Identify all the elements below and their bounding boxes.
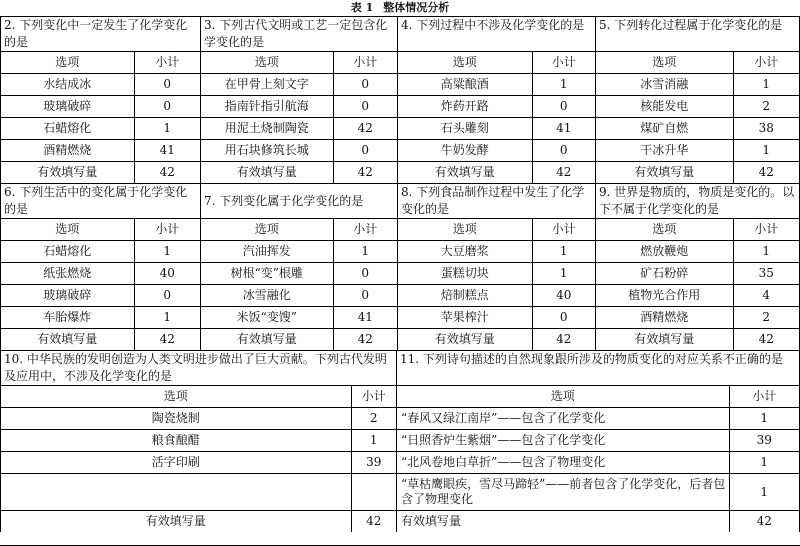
table-row	[596, 140, 799, 162]
table-row	[1, 307, 200, 329]
valid-count: 42	[333, 329, 397, 351]
valid-label: 有效填写量	[397, 511, 729, 533]
table-row	[1, 118, 200, 140]
subtotal-header: 小计	[532, 219, 595, 241]
table-header-row	[1, 219, 200, 241]
table-header-row	[1, 386, 396, 408]
question-block	[396, 351, 800, 532]
valid-total-row	[1, 329, 200, 351]
option-cell: 石蜡熔化	[1, 118, 134, 140]
option-cell: 大豆磨浆	[398, 241, 532, 263]
count-cell: 1	[351, 430, 396, 452]
table-row	[398, 140, 595, 162]
table-row	[1, 96, 200, 118]
valid-total-row	[201, 329, 397, 351]
option-cell: 石蜡熔化	[1, 241, 134, 263]
table-row	[596, 74, 799, 96]
count-cell: 1	[134, 118, 200, 140]
subtotal-header: 小计	[733, 219, 799, 241]
option-cell: “北风卷地白草折”——包含了物理变化	[397, 452, 729, 474]
subtotal-header: 小计	[134, 52, 200, 74]
option-cell: 酒精燃烧	[596, 307, 733, 329]
count-cell: 40	[532, 285, 595, 307]
count-cell: 4	[733, 285, 799, 307]
question-text: 6. 下列生活中的变化属于化学变化的是	[4, 185, 188, 216]
answer-table	[201, 218, 397, 350]
count-cell: 1	[532, 74, 595, 96]
option-cell: 干冰升华	[596, 140, 733, 162]
valid-label: 有效填写量	[201, 162, 333, 184]
question-text: 5. 下列转化过程属于化学变化的是	[599, 18, 783, 32]
table-row	[201, 118, 397, 140]
table-header-row	[201, 219, 397, 241]
table-row	[596, 118, 799, 140]
table-row	[201, 285, 397, 307]
valid-count: 42	[532, 162, 595, 184]
option-cell: 煤矿自燃	[596, 118, 733, 140]
answer-table	[397, 385, 799, 532]
table-header-row	[1, 52, 200, 74]
option-cell: “日照香炉生紫烟”——包含了化学变化	[397, 430, 729, 452]
count-cell: 2	[733, 307, 799, 329]
question-block	[595, 17, 800, 183]
table-header-row	[398, 219, 595, 241]
question-text: 2. 下列变化中一定发生了化学变化的是	[4, 18, 188, 49]
question-row-1	[0, 16, 800, 183]
valid-count: 42	[729, 511, 799, 533]
table-row	[201, 96, 397, 118]
empty-cell	[1, 474, 351, 511]
table-number: 表 1	[350, 1, 374, 14]
question-block	[200, 184, 397, 350]
table-row	[398, 118, 595, 140]
question-block	[0, 17, 200, 183]
count-cell: 41	[134, 140, 200, 162]
valid-count: 42	[733, 162, 799, 184]
count-cell: 1	[532, 241, 595, 263]
table-row	[398, 307, 595, 329]
question-text: 4. 下列过程中不涉及化学变化的是	[401, 18, 585, 32]
count-cell: 0	[333, 96, 397, 118]
answer-table	[201, 51, 397, 183]
table-row	[1, 452, 396, 474]
table-row	[1, 74, 200, 96]
answer-table	[596, 51, 799, 183]
option-cell: 用石块修筑长城	[201, 140, 333, 162]
table-caption	[0, 0, 800, 16]
option-cell: 冰雪消融	[596, 74, 733, 96]
subtotal-header: 小计	[333, 219, 397, 241]
option-header: 选项	[201, 52, 333, 74]
option-header: 选项	[398, 52, 532, 74]
valid-total-row	[397, 511, 799, 533]
valid-label: 有效填写量	[596, 162, 733, 184]
question-text: 11. 下列诗句描述的自然现象跟所涉及的物质变化的对应关系不正确的是	[400, 352, 783, 366]
valid-count: 42	[333, 162, 397, 184]
table-row	[596, 285, 799, 307]
table-row	[1, 430, 396, 452]
answer-table	[596, 218, 799, 350]
option-cell: 车胎爆炸	[1, 307, 134, 329]
count-cell: 1	[729, 474, 799, 511]
question-row-2	[0, 183, 800, 350]
table-row	[596, 96, 799, 118]
count-cell: 41	[333, 307, 397, 329]
count-cell: 0	[333, 285, 397, 307]
option-cell: 焙制糕点	[398, 285, 532, 307]
valid-label: 有效填写量	[1, 329, 134, 351]
table-row	[596, 263, 799, 285]
table-header-row	[596, 52, 799, 74]
table-header-row	[596, 219, 799, 241]
valid-total-row	[398, 329, 595, 351]
table-row	[1, 241, 200, 263]
table-header-row	[398, 52, 595, 74]
answer-table	[398, 218, 595, 350]
table-row	[201, 307, 397, 329]
question-block	[200, 17, 397, 183]
option-cell: 粮食酿醋	[1, 430, 351, 452]
count-cell: 40	[134, 263, 200, 285]
option-header: 选项	[1, 52, 134, 74]
count-cell: 0	[134, 285, 200, 307]
valid-label: 有效填写量	[398, 329, 532, 351]
count-cell: 0	[333, 74, 397, 96]
table-row	[398, 74, 595, 96]
count-cell: 0	[333, 140, 397, 162]
valid-label: 有效填写量	[596, 329, 733, 351]
table-row	[596, 241, 799, 263]
table-row	[397, 474, 799, 511]
count-cell: 1	[733, 140, 799, 162]
subtotal-header: 小计	[729, 386, 799, 408]
count-cell: 1	[134, 241, 200, 263]
question-block	[595, 184, 800, 350]
option-cell: 指南针指引航海	[201, 96, 333, 118]
count-cell: 1	[729, 452, 799, 474]
subtotal-header: 小计	[532, 52, 595, 74]
count-cell: 39	[729, 430, 799, 452]
subtotal-header: 小计	[733, 52, 799, 74]
option-cell: 植物光合作用	[596, 285, 733, 307]
count-cell: 38	[733, 118, 799, 140]
table-row	[201, 263, 397, 285]
table-row	[201, 241, 397, 263]
count-cell: 0	[134, 74, 200, 96]
table-row	[398, 285, 595, 307]
option-cell: 矿石粉碎	[596, 263, 733, 285]
table-row	[398, 96, 595, 118]
option-cell: 炸药开路	[398, 96, 532, 118]
option-cell: 纸张燃烧	[1, 263, 134, 285]
table-header-row	[397, 386, 799, 408]
option-cell: 汽油挥发	[201, 241, 333, 263]
table-row	[398, 263, 595, 285]
answer-table	[1, 218, 200, 350]
count-cell: 0	[532, 140, 595, 162]
empty-cell	[351, 474, 396, 511]
count-cell: 0	[333, 263, 397, 285]
count-cell: 42	[333, 118, 397, 140]
count-cell: 0	[532, 307, 595, 329]
question-block	[397, 17, 595, 183]
option-cell: 在甲骨上刻文字	[201, 74, 333, 96]
count-cell: 39	[351, 452, 396, 474]
valid-label: 有效填写量	[201, 329, 333, 351]
option-cell: “草枯鹰眼疾，雪尽马蹄轻”——前者包含了化学变化，后者包含了物理变化	[397, 474, 729, 511]
table-row	[1, 263, 200, 285]
question-text: 9. 世界是物质的，物质是变化的。以下不属于化学变化的是	[599, 185, 795, 216]
spacer-row	[1, 474, 396, 511]
option-header: 选项	[398, 219, 532, 241]
option-header: 选项	[397, 386, 729, 408]
table-title: 整体情况分析	[383, 1, 450, 14]
table-row	[398, 241, 595, 263]
option-cell: 牛奶发酵	[398, 140, 532, 162]
valid-label: 有效填写量	[398, 162, 532, 184]
valid-total-row	[596, 329, 799, 351]
question-row-3	[0, 350, 800, 532]
table-row	[397, 408, 799, 430]
answer-table	[1, 51, 200, 183]
valid-count: 42	[134, 329, 200, 351]
option-cell: 玻璃破碎	[1, 96, 134, 118]
count-cell: 41	[532, 118, 595, 140]
option-cell: “春风又绿江南岸”——包含了化学变化	[397, 408, 729, 430]
valid-count: 42	[134, 162, 200, 184]
valid-label: 有效填写量	[1, 162, 134, 184]
question-block	[0, 184, 200, 350]
option-cell: 陶瓷烧制	[1, 408, 351, 430]
table-row	[1, 140, 200, 162]
answer-table	[1, 385, 396, 532]
option-cell: 核能发电	[596, 96, 733, 118]
question-block	[397, 184, 595, 350]
subtotal-header: 小计	[333, 52, 397, 74]
valid-count: 42	[351, 511, 396, 533]
option-header: 选项	[596, 52, 733, 74]
count-cell: 0	[134, 96, 200, 118]
option-cell: 蛋糕切块	[398, 263, 532, 285]
question-text: 10. 中华民族的发明创造为人类文明进步做出了巨大贡献。下列古代发明及应用中，不涉及化学变化的是	[4, 352, 387, 383]
table-row	[201, 140, 397, 162]
count-cell: 1	[134, 307, 200, 329]
option-cell: 树根“变”根雕	[201, 263, 333, 285]
table-row	[397, 430, 799, 452]
table-row	[1, 285, 200, 307]
question-block	[0, 351, 396, 532]
option-cell: 石头雕刻	[398, 118, 532, 140]
option-header: 选项	[596, 219, 733, 241]
valid-label: 有效填写量	[1, 511, 351, 533]
table-row	[201, 74, 397, 96]
summary-table	[0, 16, 800, 546]
valid-total-row	[1, 162, 200, 184]
count-cell: 1	[333, 241, 397, 263]
count-cell: 2	[351, 408, 396, 430]
option-header: 选项	[1, 219, 134, 241]
count-cell: 2	[733, 96, 799, 118]
count-cell: 0	[532, 96, 595, 118]
valid-total-row	[1, 511, 396, 533]
question-text: 7. 下列变化属于化学变化的是	[204, 194, 364, 208]
count-cell: 1	[532, 263, 595, 285]
option-cell: 玻璃破碎	[1, 285, 134, 307]
option-cell: 高粱酿酒	[398, 74, 532, 96]
count-cell: 1	[733, 74, 799, 96]
table-header-row	[201, 52, 397, 74]
subtotal-header: 小计	[351, 386, 396, 408]
count-cell: 35	[733, 263, 799, 285]
table-row	[397, 452, 799, 474]
count-cell: 1	[729, 408, 799, 430]
option-header: 选项	[201, 219, 333, 241]
option-cell: 酒精燃烧	[1, 140, 134, 162]
table-row	[1, 408, 396, 430]
valid-count: 42	[733, 329, 799, 351]
question-text: 3. 下列古代文明或工艺一定包含化学变化的是	[204, 18, 388, 49]
subtotal-header: 小计	[134, 219, 200, 241]
option-cell: 用泥土烧制陶瓷	[201, 118, 333, 140]
table-row	[596, 307, 799, 329]
answer-table	[398, 51, 595, 183]
valid-total-row	[596, 162, 799, 184]
count-cell: 1	[733, 241, 799, 263]
option-cell: 燃放鞭炮	[596, 241, 733, 263]
option-cell: 米饭“变馊”	[201, 307, 333, 329]
valid-total-row	[398, 162, 595, 184]
option-cell: 活字印刷	[1, 452, 351, 474]
option-cell: 冰雪融化	[201, 285, 333, 307]
option-header: 选项	[1, 386, 351, 408]
option-cell: 苹果榨汁	[398, 307, 532, 329]
question-text: 8. 下列食品制作过程中发生了化学变化的是	[401, 185, 585, 216]
valid-total-row	[201, 162, 397, 184]
valid-count: 42	[532, 329, 595, 351]
option-cell: 水结成冰	[1, 74, 134, 96]
